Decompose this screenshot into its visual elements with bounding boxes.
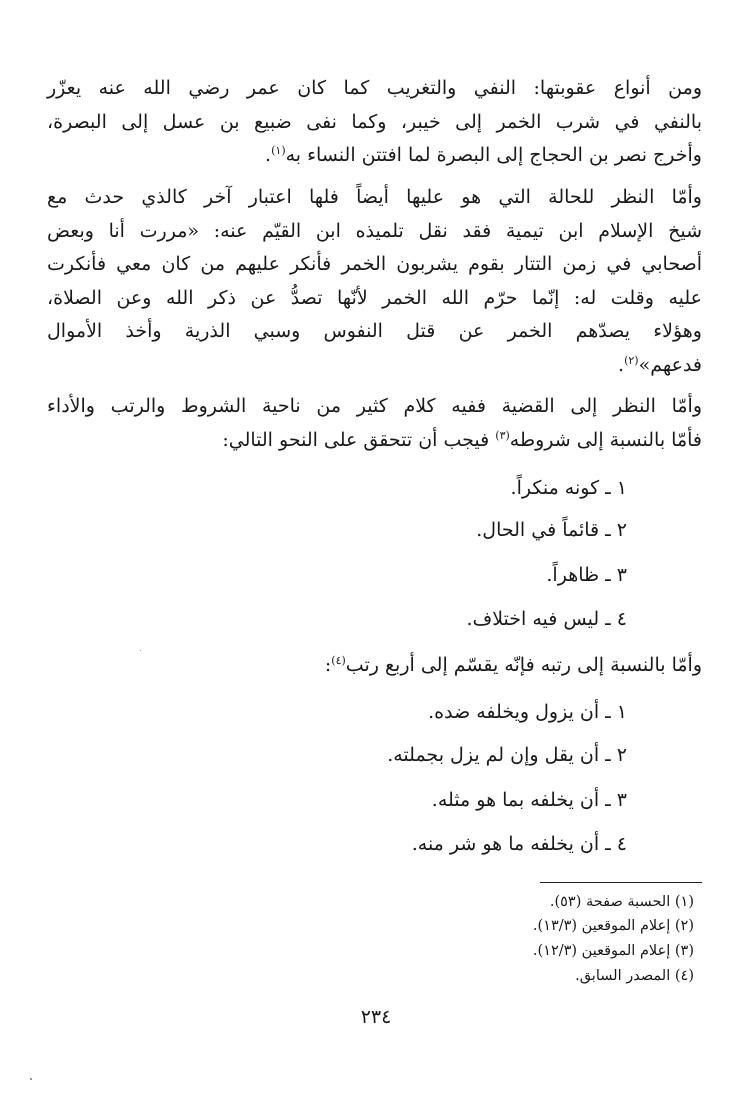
paragraph-line: وأمّا النظر إلى القضية ففيه كلام كثير من ناحية الشروط والرتب والأداء <box>47 395 702 417</box>
footnote: (٢) إعلام الموقعين (١٣/٣). <box>532 918 694 934</box>
paragraph-line: وأمّا النظر للحالة التي هو عليها أيضاً فلها اعتبار آخر كالذي حدث مع <box>47 186 702 208</box>
condition-item: ٣ ـ ظاهراً. <box>546 564 627 586</box>
paragraph-line: ومن أنواع عقوبتها: النفي والتغريب كما كان عمر رضي الله عنه يعزّر <box>47 77 702 99</box>
page-number: ٢٣٤ <box>360 1006 392 1028</box>
paragraph-line-last <box>47 349 702 383</box>
footnote-divider <box>540 882 702 883</box>
scan-speck <box>140 650 141 651</box>
paragraph-state <box>47 181 702 382</box>
footnote: (١) الحسبة صفحة (٥٣). <box>549 894 694 910</box>
footnote: (٣) إعلام الموقعين (١٢/٣). <box>532 943 694 959</box>
paragraph-line: وهؤلاء يصدّهم الخمر عن قتل النفوس وسبي الذرية وأخذ الأموال <box>47 320 702 342</box>
paragraph-line-text: فأمّا بالنسبة إلى شروطه <box>509 428 702 451</box>
ranks-intro-text: وأمّا بالنسبة إلى رتبه فإنّه يقسّم إلى أربع رتب <box>345 654 702 676</box>
scan-speck <box>30 1078 32 1080</box>
footnote-ref: (١) <box>271 144 286 157</box>
condition-item: ١ ـ كونه منكراً. <box>510 477 627 499</box>
sentence-end: . <box>618 353 625 376</box>
paragraph-line: شيخ الإسلام ابن تيمية فقد نقل تلميذه ابن القيّم عنه: «مررت أنا وبعض <box>47 219 702 242</box>
paragraph-case <box>47 390 702 457</box>
rank-item: ٢ ـ أن يقل وإن لم يزل بجملته. <box>387 744 627 766</box>
paragraph-line-text: فدعهم» <box>638 353 702 376</box>
paragraph-line: عليه وقلت له: إنّما حرّم الله الخمر لأنّها تصدُّ عن ذكر الله وعن الصلاة، <box>47 286 702 309</box>
footnote-ref: (٤) <box>331 654 346 667</box>
paragraph-line-text: وأخرج نصر بن الحجاج إلى البصرة لما افتتن النساء به <box>285 144 702 166</box>
paragraph-line-last <box>47 139 702 173</box>
footnote: (٤) المصدر السابق. <box>575 968 694 984</box>
condition-item: ٢ ـ قائماً في الحال. <box>476 519 627 541</box>
condition-item: ٤ ـ ليس فيه اختلاف. <box>466 608 627 630</box>
ranks-intro <box>325 651 702 679</box>
paragraph-line: بالنفي في شرب الخمر إلى خيبر، وكما نفى ضبيع بن عسل إلى البصرة، <box>47 110 702 133</box>
paragraph-line-text: فيجب أن تتحقق على النحو التالي: <box>222 428 496 451</box>
footnote-ref: (٢) <box>624 353 639 367</box>
sentence-end: : <box>324 654 332 676</box>
rank-item: ٤ ـ أن يخلفه ما هو شر منه. <box>411 833 627 855</box>
footnote-ref: (٣) <box>495 428 510 442</box>
paragraph-line-last <box>47 424 702 458</box>
paragraph-punishments <box>47 72 702 173</box>
paragraph-line: أصحابي في زمن التتار بقوم يشربون الخمر فأنكر عليهم من كان معي فأنكرت <box>47 253 702 275</box>
rank-item: ١ ـ أن يزول ويخلفه ضده. <box>428 701 627 723</box>
sentence-end: . <box>265 144 272 166</box>
rank-item: ٣ ـ أن يخلفه بما هو مثله. <box>431 789 627 811</box>
